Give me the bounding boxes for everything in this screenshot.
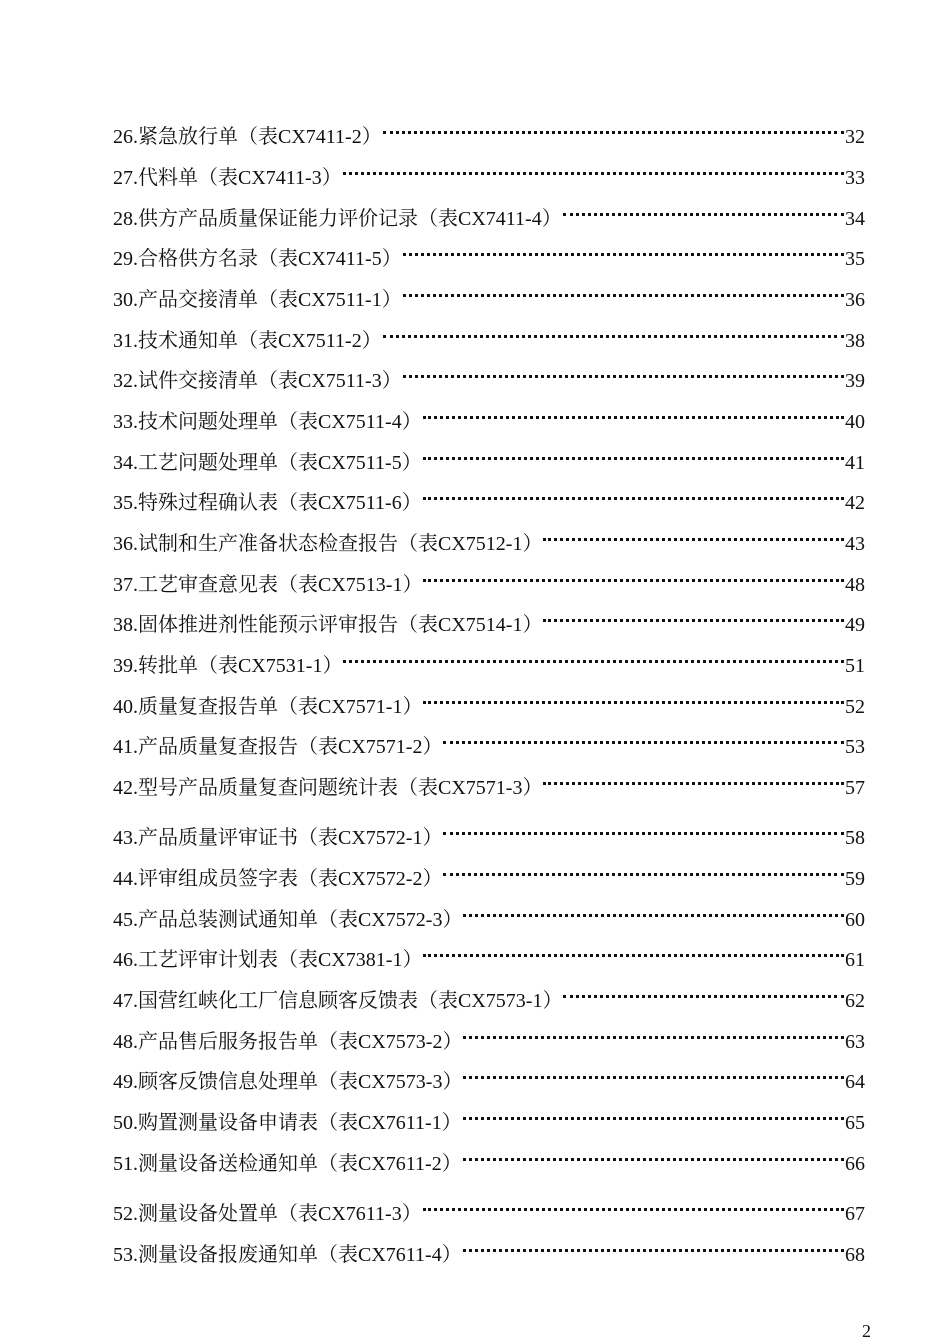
dot-leader: [563, 195, 844, 225]
toc-entry-title: 47.国营红峡化工厂信息顾客反馈表（表CX7573-1）: [113, 990, 563, 1012]
toc-entry-page: 66: [845, 1153, 865, 1175]
dot-leader: [423, 936, 844, 966]
toc-entry-page: 61: [845, 949, 865, 971]
dot-leader: [423, 479, 844, 509]
toc-entry[interactable]: [113, 357, 865, 392]
dot-leader: [443, 855, 844, 885]
toc-entry-title: 33.技术问题处理单（表CX7511-4）: [113, 411, 422, 433]
dot-leader: [463, 1018, 844, 1048]
dot-leader: [423, 561, 844, 591]
toc-entry-title: 37.工艺审查意见表（表CX7513-1）: [113, 574, 423, 596]
toc-entry-title: 44.评审组成员签字表（表CX7572-2）: [113, 868, 443, 890]
toc-entry-title: 46.工艺评审计划表（表CX7381-1）: [113, 949, 423, 971]
toc-entry-title: 41.产品质量复查报告（表CX7571-2）: [113, 736, 443, 758]
toc-entry[interactable]: [113, 855, 865, 890]
toc-entry-title: 35.特殊过程确认表（表CX7511-6）: [113, 492, 422, 514]
toc-entry-title: 32.试件交接清单（表CX7511-3）: [113, 370, 402, 392]
toc-entry[interactable]: [113, 764, 865, 799]
toc-entry[interactable]: [113, 814, 865, 849]
toc-entry-page: 41: [845, 452, 865, 474]
toc-entry-page: 59: [845, 868, 865, 890]
toc-entry-title: 34.工艺问题处理单（表CX7511-5）: [113, 452, 422, 474]
toc-entry[interactable]: [113, 1231, 865, 1266]
toc-entry-page: 53: [845, 736, 865, 758]
toc-entry[interactable]: [113, 479, 865, 514]
dot-leader: [423, 1190, 844, 1220]
dot-leader: [383, 113, 844, 143]
toc-entry-page: 40: [845, 411, 865, 433]
toc-entry-page: 65: [845, 1112, 865, 1134]
dot-leader: [543, 601, 844, 631]
toc-entry-page: 62: [845, 990, 865, 1012]
toc-entry[interactable]: [113, 683, 865, 718]
toc-entry[interactable]: [113, 520, 865, 555]
toc-entry[interactable]: [113, 1190, 865, 1225]
toc-entry[interactable]: [113, 723, 865, 758]
toc-entry-page: 38: [845, 330, 865, 352]
toc-entry-title: 52.测量设备处置单（表CX7611-3）: [113, 1203, 422, 1225]
toc-entry-title: 45.产品总装测试通知单（表CX7572-3）: [113, 909, 463, 931]
dot-leader: [423, 683, 844, 713]
toc-entry-title: 27.代料单（表CX7411-3）: [113, 167, 342, 189]
toc-entry[interactable]: [113, 398, 865, 433]
toc-entry-page: 67: [845, 1203, 865, 1225]
toc-entry-page: 68: [845, 1244, 865, 1266]
toc-entry[interactable]: [113, 1140, 865, 1175]
toc-entry-page: 43: [845, 533, 865, 555]
toc-entry-title: 40.质量复查报告单（表CX7571-1）: [113, 696, 423, 718]
dot-leader: [463, 1058, 844, 1088]
toc-entry-page: 48: [845, 574, 865, 596]
dot-leader: [343, 642, 844, 672]
toc-entry-page: 34: [845, 208, 865, 230]
toc-entry-title: 29.合格供方名录（表CX7411-5）: [113, 248, 402, 270]
toc-entry-title: 50.购置测量设备申请表（表CX7611-1）: [113, 1112, 462, 1134]
dot-leader: [423, 398, 844, 428]
dot-leader: [443, 814, 844, 844]
toc-entry-page: 42: [845, 492, 865, 514]
toc-entry-title: 31.技术通知单（表CX7511-2）: [113, 330, 382, 352]
dot-leader: [463, 1099, 844, 1129]
toc-entry-page: 58: [845, 827, 865, 849]
toc-entry[interactable]: [113, 1099, 865, 1134]
dot-leader: [563, 977, 844, 1007]
toc-entry-title: 42.型号产品质量复查问题统计表（表CX7571-3）: [113, 777, 543, 799]
toc-entry-title: 26.紧急放行单（表CX7411-2）: [113, 126, 382, 148]
dot-leader: [463, 896, 844, 926]
dot-leader: [543, 520, 844, 550]
dot-leader: [443, 723, 844, 753]
page-number: 2: [862, 1321, 871, 1341]
dot-leader: [383, 317, 844, 347]
toc-entry[interactable]: [113, 896, 865, 931]
toc-entry[interactable]: [113, 1058, 865, 1093]
toc-entry-title: 36.试制和生产准备状态检查报告（表CX7512-1）: [113, 533, 543, 555]
toc-entry-title: 53.测量设备报废通知单（表CX7611-4）: [113, 1244, 462, 1266]
dot-leader: [423, 439, 844, 469]
dot-leader: [403, 235, 844, 265]
toc-entry-page: 60: [845, 909, 865, 931]
toc-entry-title: 38.固体推进剂性能预示评审报告（表CX7514-1）: [113, 614, 543, 636]
toc-entry-title: 48.产品售后服务报告单（表CX7573-2）: [113, 1031, 463, 1053]
toc-entry[interactable]: [113, 113, 865, 148]
toc-entry-page: 51: [845, 655, 865, 677]
toc-entry[interactable]: [113, 642, 865, 677]
toc-entry[interactable]: [113, 936, 865, 971]
toc-entry-page: 49: [845, 614, 865, 636]
dot-leader: [343, 154, 844, 184]
toc-entry-page: 64: [845, 1071, 865, 1093]
toc-entry[interactable]: [113, 977, 865, 1012]
toc-entry[interactable]: [113, 317, 865, 352]
toc-entry[interactable]: [113, 235, 865, 270]
toc-entry[interactable]: [113, 195, 865, 230]
toc-entry[interactable]: [113, 439, 865, 474]
toc-entry-title: 28.供方产品质量保证能力评价记录（表CX7411-4）: [113, 208, 562, 230]
toc-entry-page: 36: [845, 289, 865, 311]
toc-entry[interactable]: [113, 1018, 865, 1053]
toc-entry-title: 51.测量设备送检通知单（表CX7611-2）: [113, 1153, 462, 1175]
toc-entry-title: 43.产品质量评审证书（表CX7572-1）: [113, 827, 443, 849]
toc-entry-page: 35: [845, 248, 865, 270]
toc-entry[interactable]: [113, 154, 865, 189]
toc-entry-page: 63: [845, 1031, 865, 1053]
dot-leader: [403, 276, 844, 306]
toc-entry-page: 39: [845, 370, 865, 392]
toc-entry-title: 49.顾客反馈信息处理单（表CX7573-3）: [113, 1071, 463, 1093]
dot-leader: [543, 764, 844, 794]
toc-entry[interactable]: [113, 601, 865, 636]
toc-entry-page: 57: [845, 777, 865, 799]
dot-leader: [463, 1140, 844, 1170]
dot-leader: [463, 1231, 844, 1261]
toc-entry-title: 39.转批单（表CX7531-1）: [113, 655, 343, 677]
toc-entry-page: 52: [845, 696, 865, 718]
toc-entry-page: 32: [845, 126, 865, 148]
toc-entry-title: 30.产品交接清单（表CX7511-1）: [113, 289, 402, 311]
toc-entry-page: 33: [845, 167, 865, 189]
toc-entry[interactable]: [113, 561, 865, 596]
toc-entry[interactable]: [113, 276, 865, 311]
dot-leader: [403, 357, 844, 387]
